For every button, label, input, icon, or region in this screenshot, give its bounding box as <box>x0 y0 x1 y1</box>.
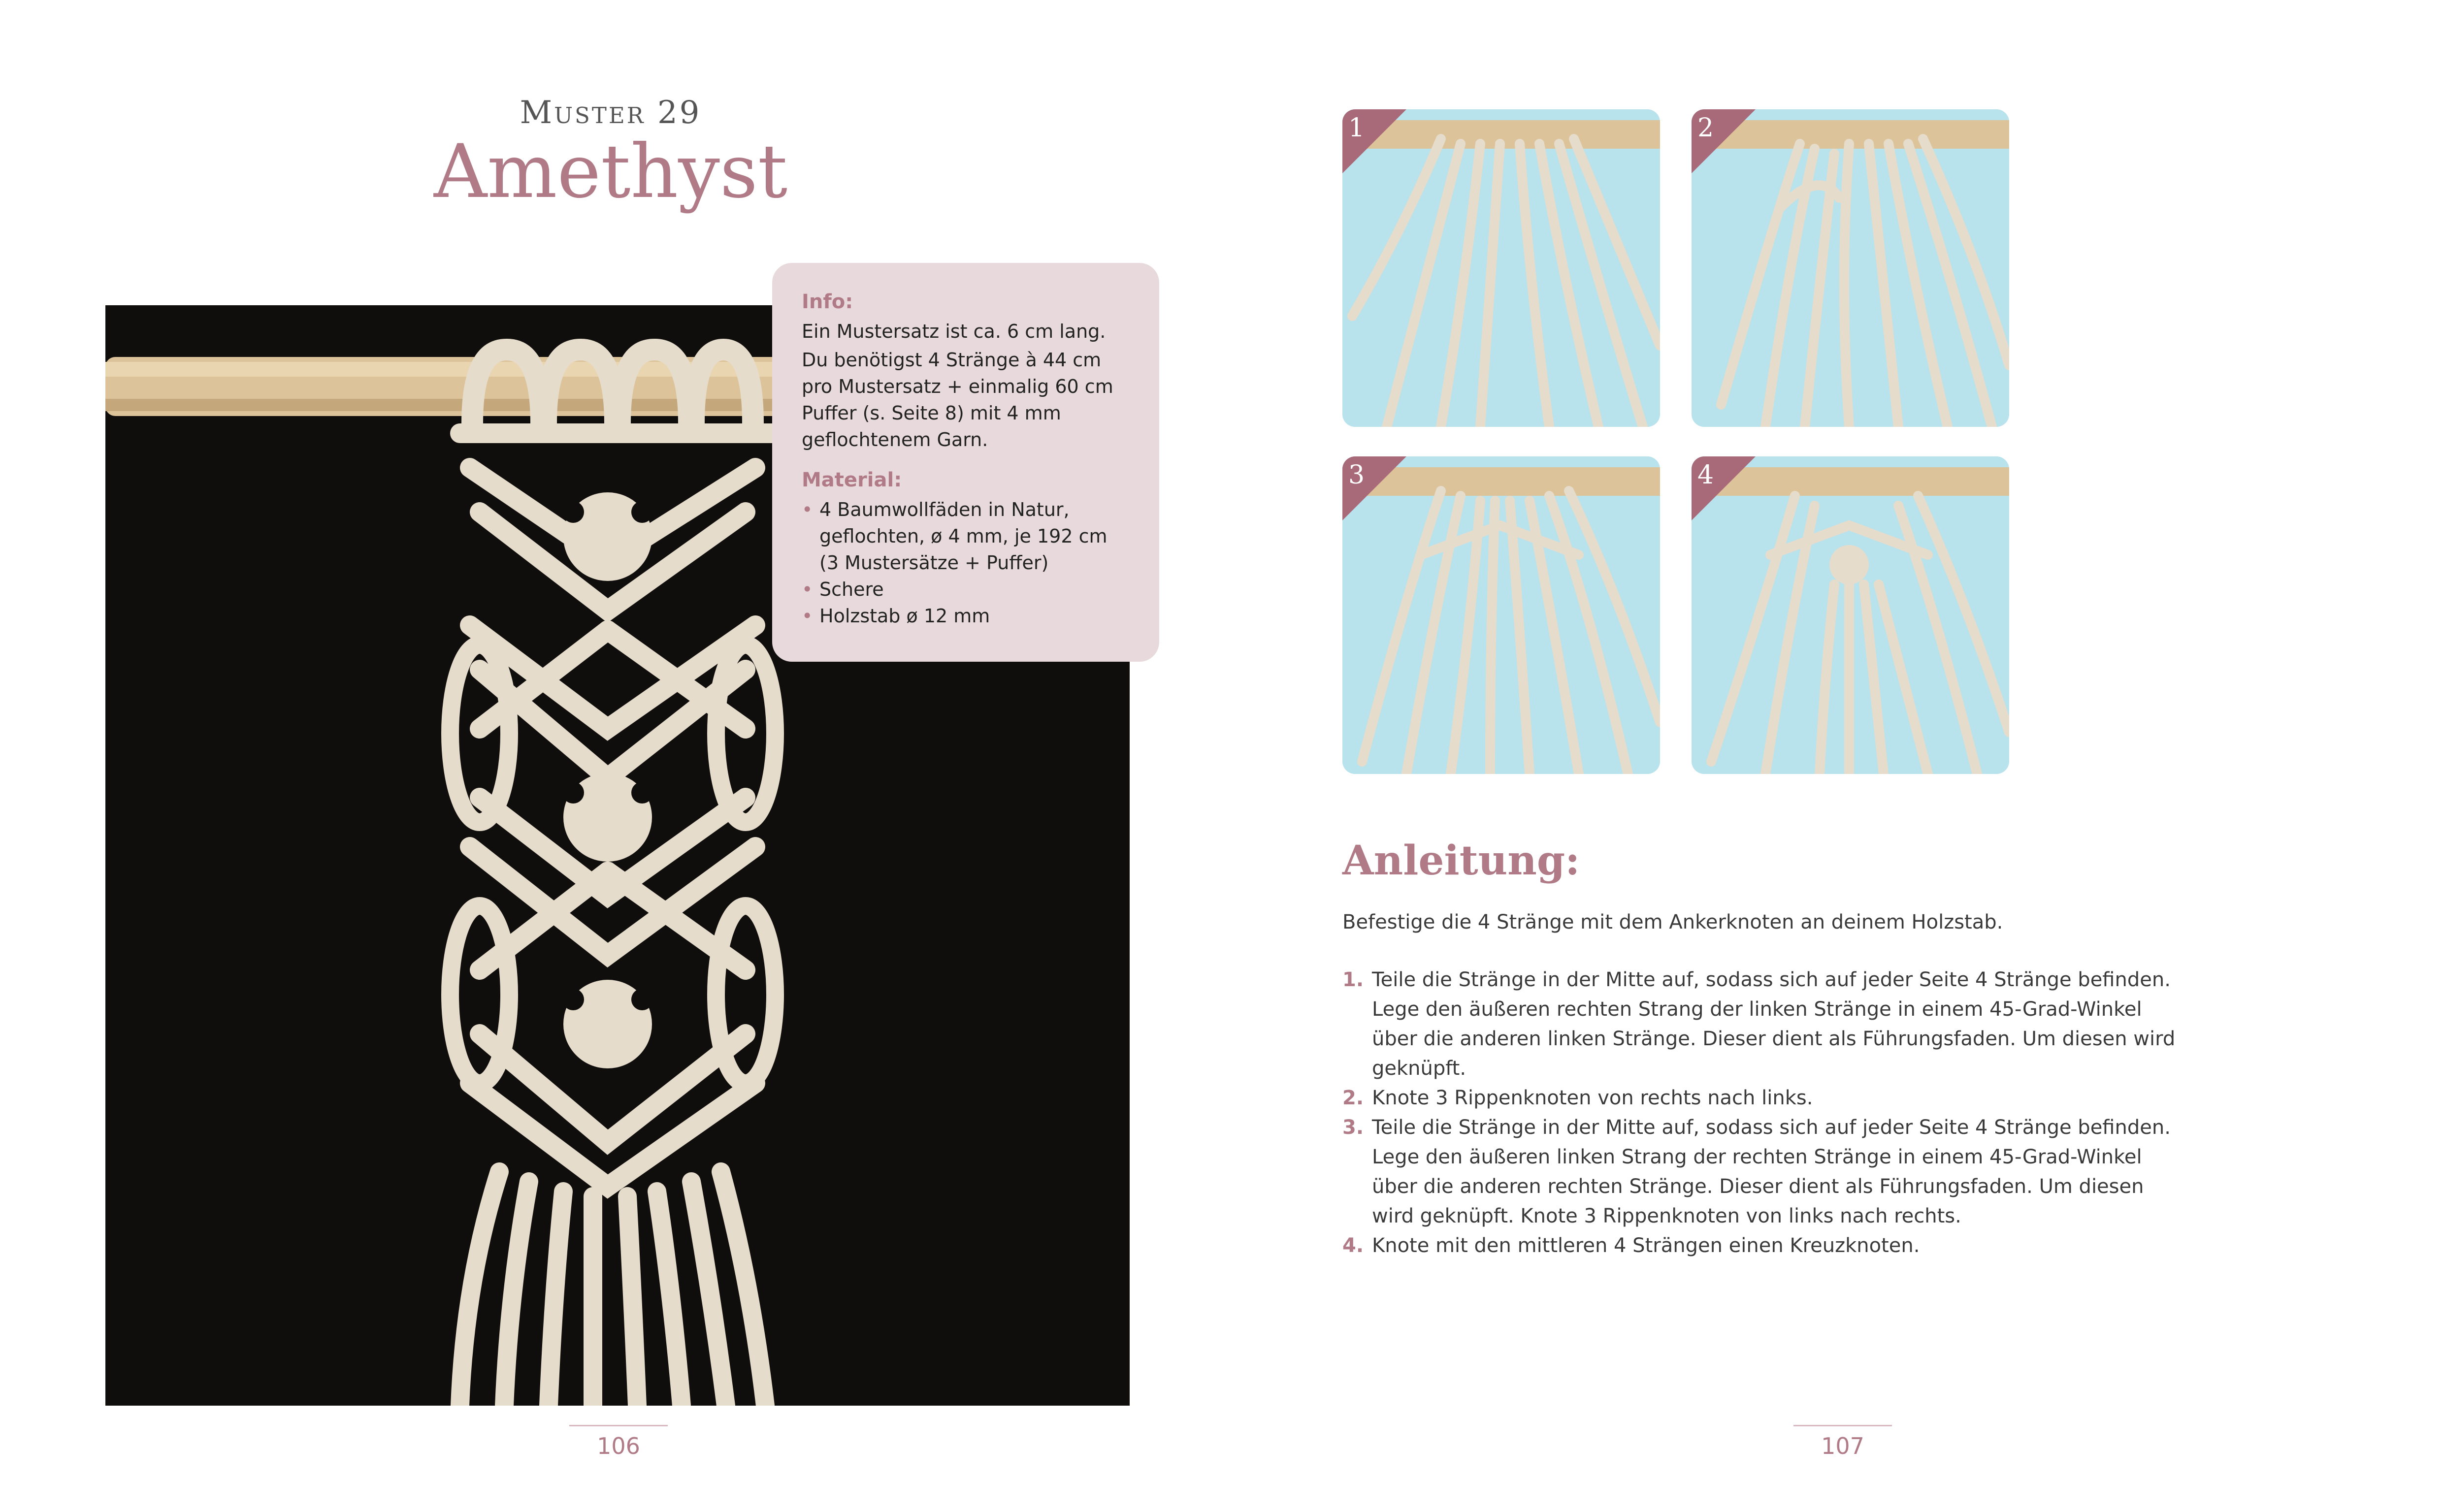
step-badge <box>1342 109 1406 173</box>
step-badge <box>1692 109 1756 173</box>
material-item: • Schere <box>802 576 1130 603</box>
step-label: 1 <box>1348 113 1365 143</box>
step-badge <box>1692 456 1756 520</box>
instructions-title: Anleitung: <box>1342 837 1580 884</box>
instruction-step <box>1342 1231 2180 1260</box>
instructions-intro: Befestige die 4 Stränge mit dem Ankerknoten an deinem Holzstab. <box>1342 911 2003 933</box>
instructions-list <box>1342 965 2180 1260</box>
material-heading: Material: <box>802 469 902 491</box>
step-text: Teile die Stränge in der Mitte auf, sodass sich auf jeder Seite 4 Stränge befinden. Lege den äußeren rechten Strang der linken Stränge in einem 45-Grad-Winkel über die anderen linken Stränge. Dieser dient als Führungsfaden. Um diesen wird geknüpft. <box>1372 968 2176 1080</box>
step-label: 4 <box>1697 460 1714 490</box>
step-number: 1. <box>1342 968 1364 991</box>
instruction-step <box>1342 1083 2180 1113</box>
material-item: • 4 Baumwollfäden in Natur, geflochten, ø 4 mm, je 192 cm (3 Mustersätze + Puffer) <box>802 496 1130 576</box>
step-number: 3. <box>1342 1116 1364 1139</box>
step-label: 2 <box>1697 113 1714 143</box>
pattern-number: Muster 29 <box>520 95 702 131</box>
info-box <box>772 263 1159 662</box>
step-number: 4. <box>1342 1234 1364 1257</box>
right-page <box>1221 0 2443 1512</box>
material-item: • Holzstab ø 12 mm <box>802 603 1130 629</box>
instruction-step <box>1342 965 2180 1083</box>
page-title: Amethyst <box>433 129 788 215</box>
step-photo-2 <box>1692 109 2009 427</box>
left-page <box>0 0 1221 1512</box>
instruction-step <box>1342 1113 2180 1231</box>
step-text: Knote 3 Rippenknoten von rechts nach links. <box>1372 1087 1813 1109</box>
page-number: 106 <box>564 1433 673 1459</box>
step-text: Teile die Stränge in der Mitte auf, sodass sich auf jeder Seite 4 Stränge befinden. Lege den äußeren linken Strang der rechten Stränge in einem 45-Grad-Winkel über die anderen rechten Stränge. Dieser dient als Führungsfaden. Um diesen wird geknüpft. Knote 3 Rippenknoten von links nach rechts. <box>1372 1116 2171 1227</box>
info-heading: Info: <box>802 290 853 313</box>
material-list <box>802 496 1130 629</box>
step-badge <box>1342 456 1406 520</box>
step-photo-3 <box>1342 456 1660 774</box>
info-length: Ein Mustersatz ist ca. 6 cm lang. <box>802 321 1106 342</box>
step-text: Knote mit den mittleren 4 Strängen einen Kreuzknoten. <box>1372 1234 1920 1257</box>
step-label: 3 <box>1348 460 1365 490</box>
info-requirements: Du benötigst 4 Stränge à 44 cm pro Mustersatz + einmalig 60 cm Puffer (s. Seite 8) mit 4 mm geflochtenem Garn. <box>802 349 1113 450</box>
step-number: 2. <box>1342 1087 1364 1109</box>
step-photo-1 <box>1342 109 1660 427</box>
page-number: 107 <box>1789 1433 1897 1459</box>
step-photo-4 <box>1692 456 2009 774</box>
